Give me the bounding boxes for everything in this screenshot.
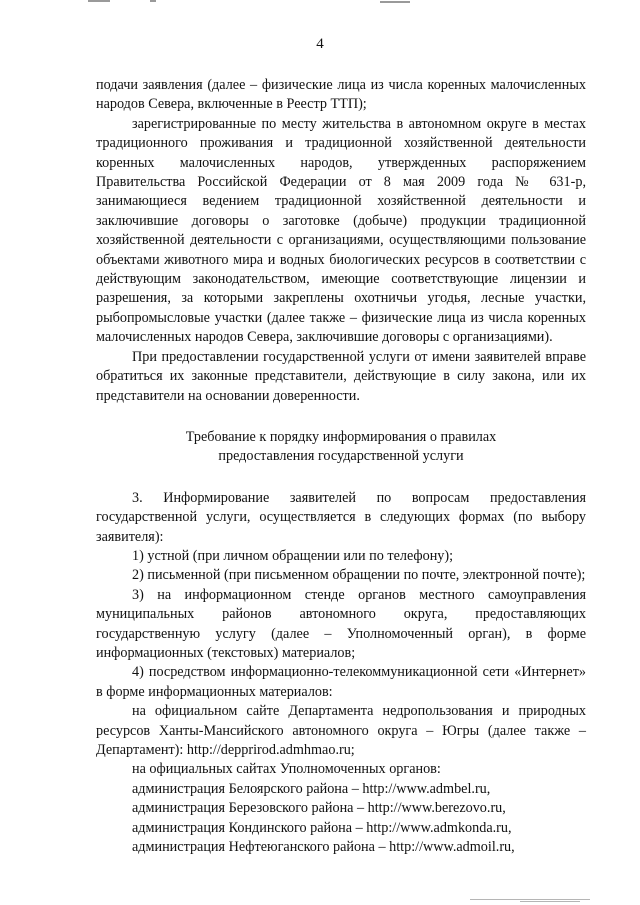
scan-artifact-top [0,0,640,6]
paragraph: подачи заявления (далее – физические лица из числа коренных малочисленных народов Севера, включенные в Реестр ТТП); [96,77,586,113]
paragraph: При предоставлении государственной услуги от имени заявителей вправе обратиться их законные представители, действующие в силу закона, или их представители на основании доверенности. [96,348,586,404]
list-item: администрация Березовского района – http://www.berezovo.ru, [132,800,506,817]
heading-line-2: предоставления государственной услуги [218,448,464,465]
list-item: администрация Белоярского района – http://www.admbel.ru, [132,780,491,797]
paragraph: на официальном сайте Департамента недропользования и природных ресурсов Ханты-Мансийского автономного округа – Югры (далее также – Департамент): http://depprirod.admhmao.ru; [96,703,586,758]
list-item: 4) посредством информационно-телекоммуникационной сети «Интернет» в форме информационных материалов: [96,664,586,700]
list-item: 3) на информационном стенде органов местного самоуправления муниципальных районов автономного округа, предоставляющих государственную услугу (далее – Уполномоченный орган), в форме информационных (текстовых) материалов; [96,586,586,661]
page-number: 4 [316,36,324,52]
scan-artifact-bottom [0,895,640,905]
list-item: 1) устной (при личном обращении или по телефону); [132,547,454,564]
list-item: 2) письменной (при письменном обращении по почте, электронной почте); [132,567,586,584]
heading-line-1: Требование к порядку информирования о правилах [185,428,497,445]
section-heading [96,428,586,467]
list-item: администрация Кондинского района – http://www.admkonda.ru, [132,819,512,836]
document-body [96,76,586,857]
paragraph: на официальных сайтах Уполномоченных органов: [132,761,441,778]
paragraph: зарегистрированные по месту жительства в автономном округе в местах традиционного проживания и традиционной хозяйственной деятельности коренных малочисленных народов, утвержденных распоряжением Правительства Российской Федерации от 8 мая 2009 года № 631-р, занимающиеся ведением традиционной хозяйственной деятельности и заключившие договоры о заготовке (добыче) продукции традиционной хозяйственной деятельности с организациями, осуществляющими пользование объектами животного мира и водных биологических ресурсов в соответствии с действующим законодательством, имеющие соответствующие лицензии и разрешения, за которыми закреплены охотничьи угодья, лесные участки, рыбопромысловые участки (далее также – физические лица из числа коренных малочисленных народов Севера, заключившие договоры с организациями). [96,115,586,346]
paragraph: 3. Информирование заявителей по вопросам предоставления государственной услуги, осуществляется в следующих формах (по выбору заявителя): [96,489,586,545]
list-item: администрация Нефтеюганского района – http://www.admoil.ru, [132,839,515,856]
